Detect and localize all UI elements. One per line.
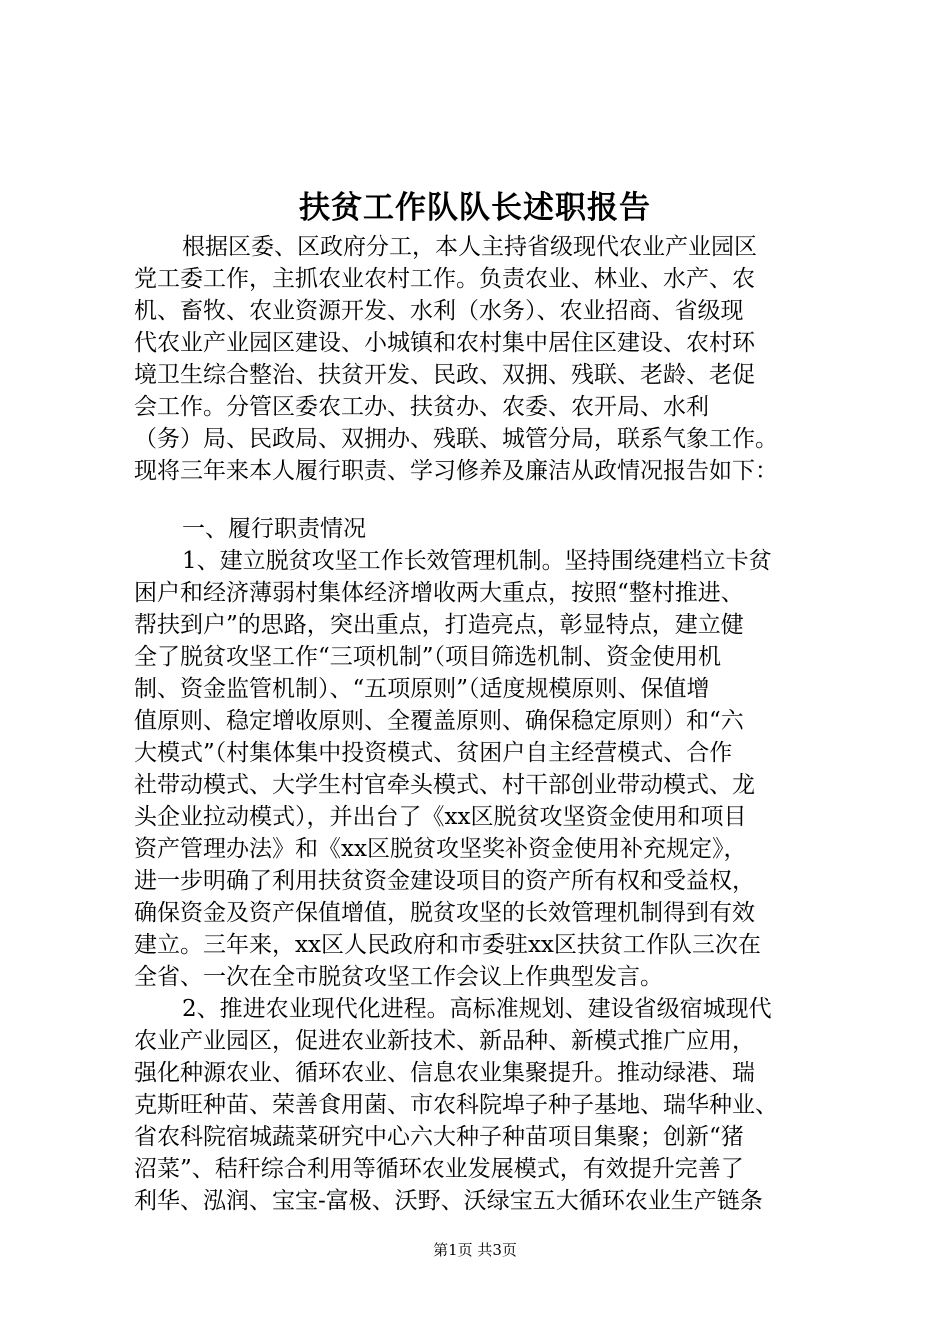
intro-line: 代农业产业园区建设、小城镇和农村集中居住区建设、农村环 — [134, 330, 755, 356]
item2-line: 农业产业园区，促进农业新技术、新品种、新模式推广应用， — [134, 1028, 755, 1054]
item1-line: 社带动模式、大学生村官牵头模式、村干部创业带动模式、龙 — [134, 772, 755, 798]
intro-line: 根据区委、区政府分工，本人主持省级现代农业产业园区 — [182, 234, 757, 260]
page-footer: 第1页 共3页 — [433, 1241, 517, 1259]
intro-line: 现将三年来本人履行职责、学习修养及廉洁从政情况报告如下： — [134, 458, 778, 484]
item1-line: 困户和经济薄弱村集体经济增收两大重点，按照“整村推进、 — [134, 580, 744, 606]
item2-line: 2、推进农业现代化进程。高标准规划、建设省级宿城现代 — [182, 996, 772, 1022]
item1-line: 头企业拉动模式），并出台了《xx区脱贫攻坚资金使用和项目 — [134, 804, 747, 830]
intro-line: （务）局、民政局、双拥办、残联、城管分局，联系气象工作。 — [134, 426, 778, 452]
intro-line: 会工作。分管区委农工办、扶贫办、农委、农开局、水利 — [134, 394, 709, 420]
item2-line: 沼菜”、秸秆综合利用等循环农业发展模式，有效提升完善了 — [134, 1156, 744, 1182]
item1-line: 全了脱贫攻坚工作“三项机制”（项目筛选机制、资金使用机 — [134, 644, 722, 670]
document-title: 扶贫工作队队长述职报告 — [299, 190, 651, 226]
intro-line: 机、畜牧、农业资源开发、水利（水务）、农业招商、省级现 — [134, 298, 744, 324]
item2-line: 强化种源农业、循环农业、信息农业集聚提升。推动绿港、瑞 — [134, 1060, 755, 1086]
item1-line: 值原则、稳定增收原则、全覆盖原则、确保稳定原则）和“六 — [134, 708, 744, 734]
item1-line: 1、建立脱贫攻坚工作长效管理机制。坚持围绕建档立卡贫 — [182, 548, 772, 574]
item1-line: 大模式”（村集体集中投资模式、贫困户自主经营模式、合作 — [134, 740, 733, 766]
item2-line: 克斯旺种苗、荣善食用菌、市农科院埠子种子基地、瑞华种业、 — [134, 1092, 778, 1118]
item1-line: 制、资金监管机制）、“五项原则”（适度规模原则、保值增 — [134, 676, 710, 702]
item2-line: 利华、泓润、宝宝-富极、沃野、沃绿宝五大循环农业生产链条 — [134, 1188, 763, 1214]
item1-line: 资产管理办法》和《xx区脱贫攻坚奖补资金使用补充规定》， — [134, 836, 747, 862]
intro-line: 党工委工作，主抓农业农村工作。负责农业、林业、水产、农 — [134, 266, 755, 292]
item1-line: 确保资金及资产保值增值，脱贫攻坚的长效管理机制得到有效 — [134, 900, 755, 926]
item1-line: 进一步明确了利用扶贫资金建设项目的资产所有权和受益权， — [134, 868, 755, 894]
intro-line: 境卫生综合整治、扶贫开发、民政、双拥、残联、老龄、老促 — [134, 362, 755, 388]
item1-line: 帮扶到户”的思路，突出重点，打造亮点，彰显特点，建立健 — [134, 612, 744, 638]
item1-line: 建立。三年来，xx区人民政府和市委驻xx区扶贫工作队三次在 — [134, 932, 761, 958]
item1-line: 全省、一次在全市脱贫攻坚工作会议上作典型发言。 — [134, 964, 663, 990]
item2-line: 省农科院宿城蔬菜研究中心六大种子种苗项目集聚；创新“猪 — [134, 1124, 744, 1150]
section-heading: 一、履行职责情况 — [182, 516, 366, 542]
